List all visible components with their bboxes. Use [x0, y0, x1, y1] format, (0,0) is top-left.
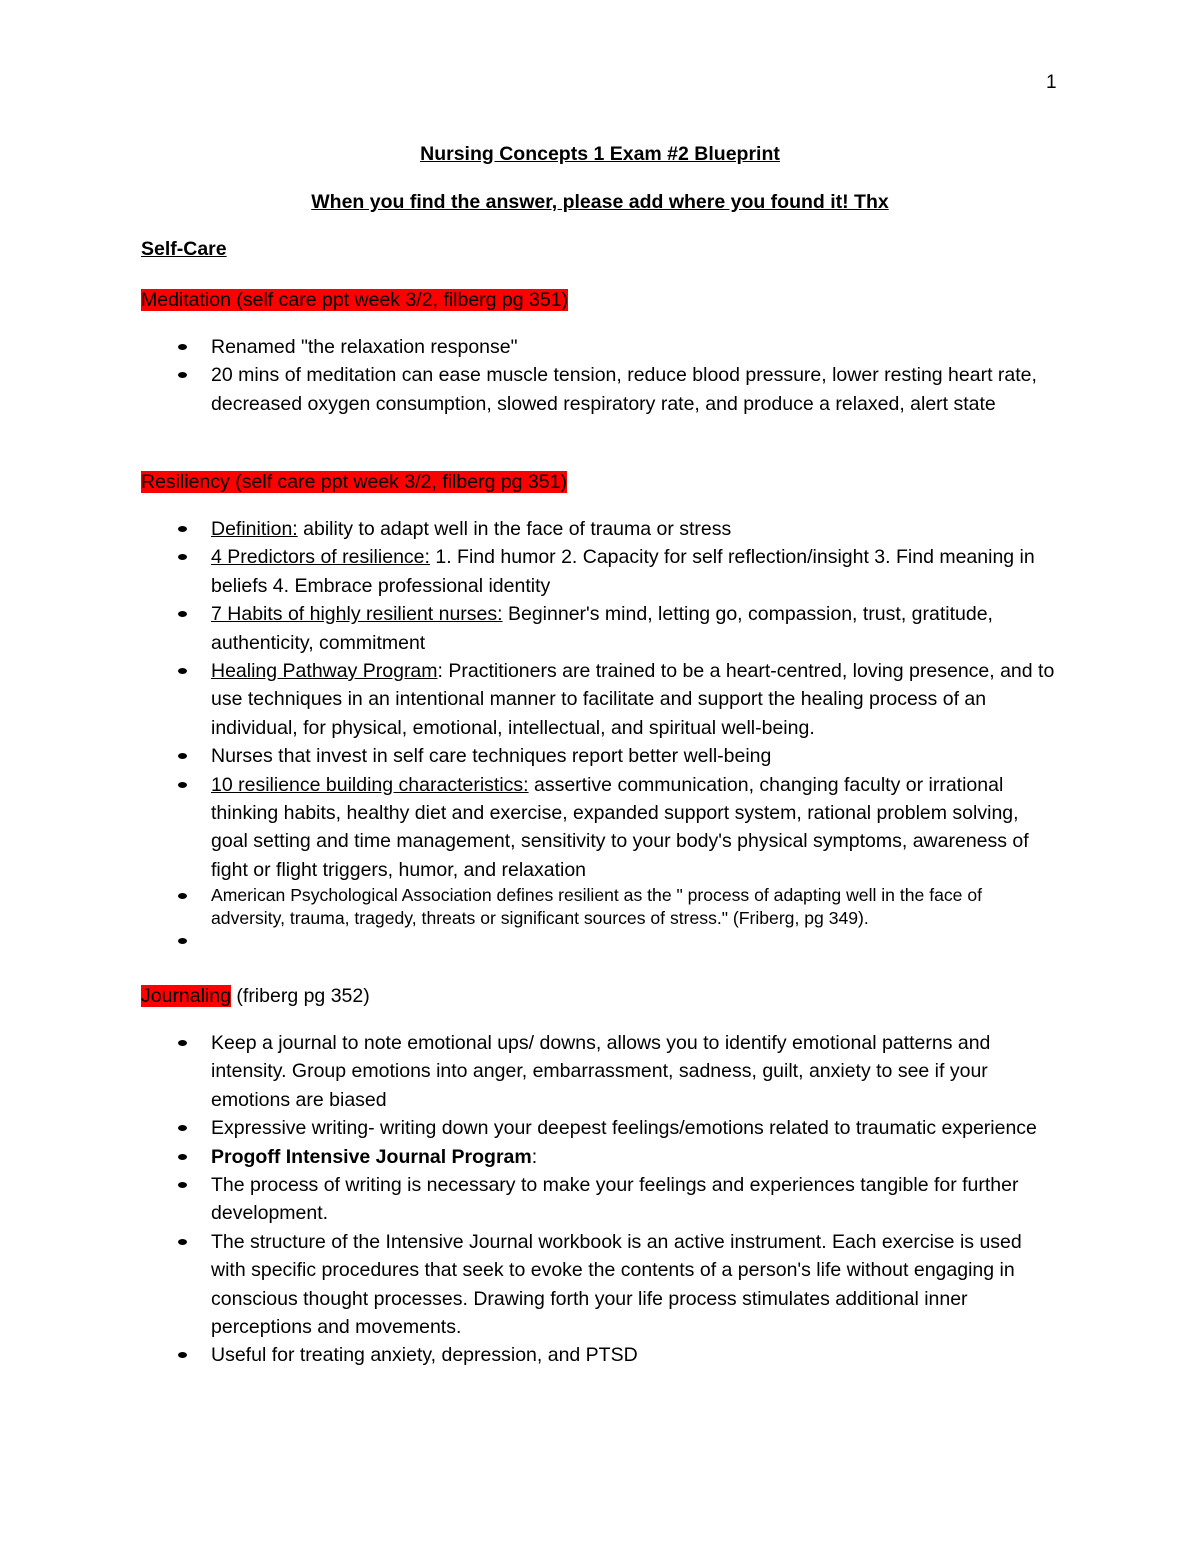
list-item: Useful for treating anxiety, depression, and PTSD: [0, 1341, 1060, 1369]
list-item: [0, 1143, 1060, 1171]
list-item: 20 mins of meditation can ease muscle tension, reduce blood pressure, lower resting heart rate, decreased oxygen consumption, slowed respiratory rate, and produce a relaxed, alert state: [0, 361, 1060, 418]
meditation-list: [0, 333, 1060, 418]
list-item: Renamed "the relaxation response": [0, 333, 1060, 361]
list-item: American Psychological Association defines resilient as the " process of adapting well in the face of adversity, trauma, tragedy, threats or significant sources of stress." (Friberg, pg 349).: [0, 884, 1060, 929]
list-item: [0, 657, 1060, 742]
list-item: The process of writing is necessary to make your feelings and experiences tangible for further development.: [0, 1171, 1060, 1228]
resiliency-list: [0, 515, 1060, 951]
list-item: Keep a journal to note emotional ups/ downs, allows you to identify emotional patterns and intensity. Group emotions into anger, embarrassment, sadness, guilt, anxiety to see if your emotions are biased: [0, 1029, 1060, 1114]
list-item-term: Definition:: [211, 518, 298, 540]
list-item-empty: [0, 929, 1060, 951]
document-title: Nursing Concepts 1 Exam #2 Blueprint: [420, 143, 780, 165]
list-item-term: Healing Pathway Program: [211, 660, 438, 683]
list-item-text: 1. Find humor 2. Capacity for self reflection/insight 3. Find meaning in beliefs 4. Embrace professional identity: [211, 546, 1035, 597]
list-item-text: :: [531, 1145, 538, 1168]
list-item-text: Beginner's mind, letting go, compassion, trust, gratitude, authenticity, commitment: [211, 603, 993, 654]
list-item-text: ability to adapt well in the face of trauma or stress: [297, 518, 732, 540]
section-heading-self-care: Self-Care: [141, 238, 227, 260]
resiliency-label: [141, 468, 567, 496]
list-item-term: 4 Predictors of resilience:: [211, 546, 430, 569]
journaling-label-highlight: Journaling: [141, 985, 231, 1007]
list-item-text: : Practitioners are trained to be a heart-centred, loving presence, and to use techniques in an intentional manner to facilitate and support the healing process of an individual, for physical, emotional, intellectual, and spiritual well-being.: [211, 660, 1055, 739]
page-number: 1: [1046, 72, 1057, 93]
meditation-label-text: Meditation (self care ppt week 3/2, filberg pg 351): [141, 289, 569, 311]
resiliency-label-text: Resiliency (self care ppt week 3/2, filberg pg 351): [141, 471, 567, 493]
list-item: [0, 771, 1060, 885]
journaling-label: [141, 982, 370, 1010]
list-item: Nurses that invest in self care techniques report better well-being: [0, 742, 1060, 770]
list-item: [0, 600, 1060, 657]
journaling-list: [0, 1029, 1060, 1370]
list-item-term: Progoff Intensive Journal Program: [211, 1145, 532, 1168]
list-item: [0, 543, 1060, 600]
list-item: The structure of the Intensive Journal workbook is an active instrument. Each exercise is used with specific procedures that seek to evoke the contents of a person's life without engaging in conscious thought processes. Drawing forth your life process stimulates additional inner perceptions and movements.: [0, 1228, 1060, 1342]
meditation-label: [141, 286, 568, 314]
journaling-label-rest: (friberg pg 352): [230, 985, 370, 1007]
list-item-term: 10 resilience building characteristics:: [211, 773, 529, 796]
list-item-text: assertive communication, changing faculty or irrational thinking habits, healthy diet and exercise, expanded support system, rational problem solving, goal setting and time management, sensitivity to your body's physical symptoms, awareness of fight or flight triggers, humor, and relaxation: [211, 773, 1029, 881]
document-subtitle: When you find the answer, please add where you found it! Thx: [311, 191, 889, 213]
list-item: [0, 515, 1060, 543]
list-item-term: 7 Habits of highly resilient nurses:: [211, 603, 503, 626]
list-item: Expressive writing- writing down your deepest feelings/emotions related to traumatic experience: [0, 1114, 1060, 1142]
